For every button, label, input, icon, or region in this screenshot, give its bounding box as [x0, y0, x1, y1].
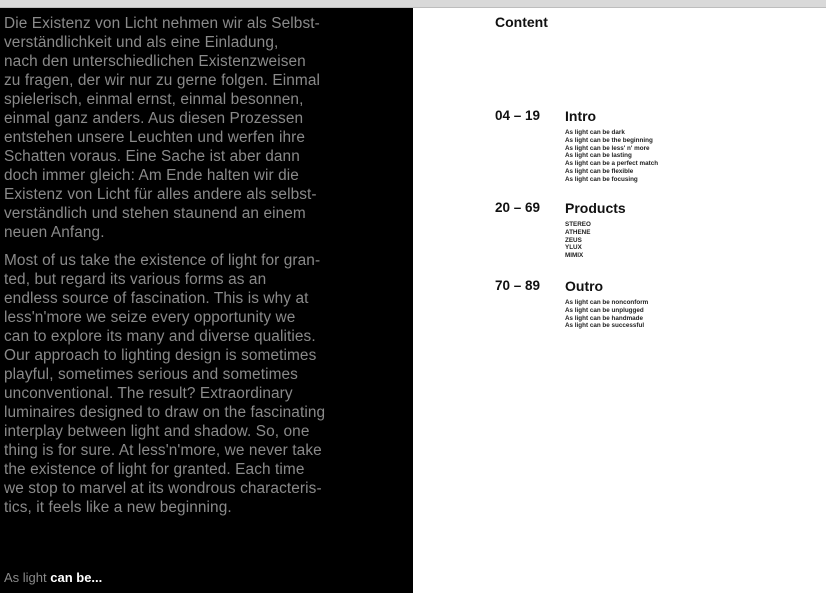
section-item: As light can be lasting: [565, 152, 632, 160]
section-page-range: 20 – 69: [495, 200, 541, 215]
intro-text-panel: [0, 8, 413, 593]
tagline: [4, 570, 102, 585]
section-title: Intro: [565, 108, 597, 124]
window-top-bar: [0, 0, 826, 8]
section-item: As light can be unplugged: [565, 306, 644, 314]
section-item: As light can be a perfect match: [565, 160, 659, 168]
section-page-range: 04 – 19: [495, 108, 541, 123]
section-item: As light can be successful: [565, 322, 645, 330]
section-item: ATHENE: [565, 228, 591, 236]
section-item-list: [565, 299, 648, 330]
contents-heading: Content: [495, 14, 548, 30]
tagline-prefix: As light: [4, 570, 51, 585]
section-title: Products: [565, 200, 626, 216]
contents-panel: [413, 8, 826, 593]
section-item: As light can be flexible: [565, 167, 634, 175]
section-item: As light can be the beginning: [565, 136, 653, 144]
section-item: As light can be dark: [565, 129, 625, 136]
section-item-list: [565, 129, 658, 184]
section-item: As light can be nonconform: [565, 299, 649, 306]
intro-paragraph-english: Most of us take the existence of light for gran- ted, but regard its various forms as an endless source of fascination. This is why at less'n'more we seize every opportunity we can to explore its many and diverse qualities. Our approach to lighting design is sometimes playful, sometimes serious and sometimes unconventional. The result? Extraordinary luminaires designed to draw on the fascinating interplay between light and shadow. So, one thing is for sure. At less'n'more, we never take the existence of light for granted. Each time we stop to marvel at its wondrous characteris- tics, it feels like a new beginning.: [4, 252, 326, 516]
section-page-range: 70 – 89: [495, 278, 541, 293]
section-item: As light can be less' n' more: [565, 144, 650, 152]
tagline-bold: can be...: [50, 570, 103, 585]
section-item: STEREO: [565, 221, 591, 228]
intro-paragraph-german: Die Existenz von Licht nehmen wir als Selbst- verständlichkeit und als eine Einladung, nach den unterschiedlichen Existenzweisen zu fragen, der wir nur zu gerne folgen. Einmal spielerisch, einmal ernst, einmal besonnen, einmal ganz anders. Aus diesen Prozessen entstehen unsere Leuchten und werfen ihre Schatten voraus. Eine Sache ist aber dann doch immer gleich: Am Ende halten wir die Existenz von Licht für alles andere als selbst- verständlich und stehen staunend an einem neuen Anfang.: [4, 15, 320, 241]
section-item: As light can be handmade: [565, 314, 644, 322]
section-title: Outro: [565, 278, 604, 294]
section-item-list: [565, 221, 591, 260]
section-item: YLUX: [565, 244, 582, 252]
section-item: ZEUS: [565, 236, 582, 244]
section-item: As light can be focusing: [565, 175, 638, 183]
section-item: MIMIX: [565, 252, 584, 260]
